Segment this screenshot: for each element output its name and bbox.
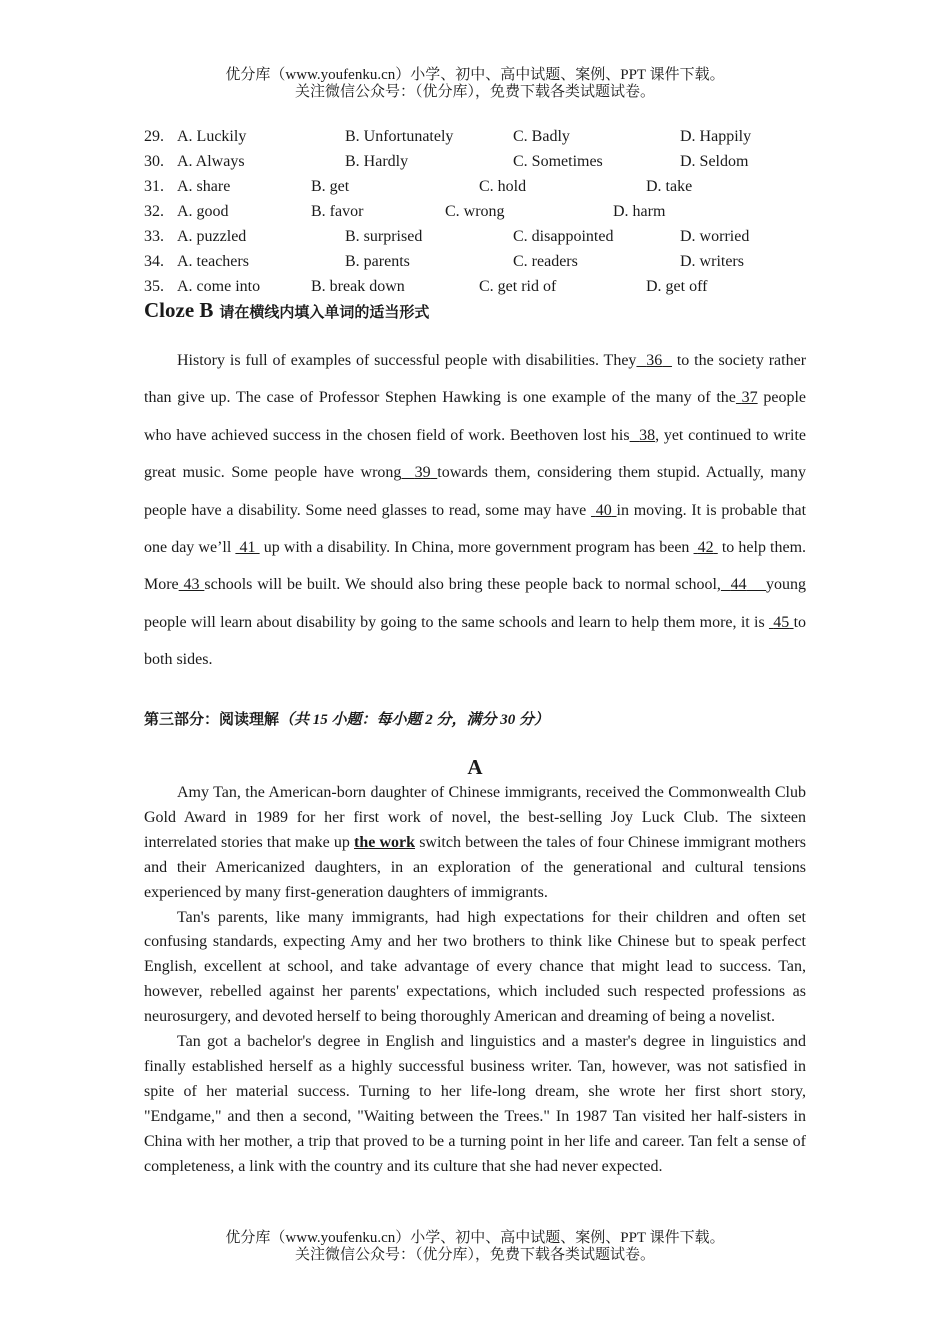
question-number: 35.: [144, 278, 164, 295]
question-number: 29.: [144, 128, 164, 145]
passage-text: young people will learn about disability by going to the same schools and learn to help them more, it is: [144, 576, 807, 631]
option-a: A. Luckily: [177, 128, 247, 145]
option-a: A. puzzled: [177, 228, 247, 245]
passage-text: to both sides.: [144, 613, 807, 669]
blank-43: 43: [183, 576, 200, 594]
blank-42: 42: [697, 539, 714, 557]
option-row: [144, 149, 806, 174]
cloze-b-passage: [144, 342, 806, 679]
option-a: A. good: [177, 203, 229, 220]
paragraph: Tan got a bachelor's degree in English and linguistics and a master's degree in linguistics and finally established herself as a highly successful business writer. Tan, however, was not satisfied in spite of her material success. Turning to her life-long dream, she wrote her first short story, "Endgame," and then a second, "Waiting between the Trees." In 1987 Tan visited her half-sisters in China with her mother, a trip that proved to be a turning point in her life and career. Tan felt a sense of completeness, a link with the country and its culture that she had never expected.: [144, 1033, 806, 1175]
blank-44: 44: [730, 576, 747, 594]
option-c: C. disappointed: [513, 228, 614, 245]
page-footer: [0, 1230, 950, 1264]
option-c: C. Sometimes: [513, 153, 603, 170]
option-row: [144, 124, 806, 149]
header-line-1: 优分库（www.youfenku.cn）小学、初中、高中试题、案例、PPT 课件下载。: [225, 67, 725, 83]
paragraph: Amy Tan, the American-born daughter of Chinese immigrants, received the Commonwealth Club Gold Award in 1989 for her first work of novel, the best-selling Joy Luck Club. The sixteen interrelated stories that make up the work switch between the tales of four Chinese immigrant mothers and their Americanized daughters, in an exploration of the generational and cultural tensions experienced by many first-generation daughters of immigrants.: [144, 784, 807, 901]
option-d: D. take: [646, 178, 693, 195]
passage-text: to the society rather than give up. The case of Professor Stephen Hawking is one example of the many of the: [144, 352, 807, 407]
blank-36: 36: [646, 352, 663, 369]
option-b: B. favor: [311, 203, 364, 220]
passage-text: History is full of examples of successful people with disabilities. They: [177, 352, 637, 369]
option-a: A. teachers: [177, 253, 249, 270]
option-b: B. get: [311, 178, 350, 195]
passage-text: up with a disability. In China, more government program has been: [263, 539, 690, 557]
key-phrase: the work: [354, 833, 416, 851]
section-a-label: A: [467, 755, 483, 779]
option-b: B. Hardly: [345, 153, 409, 170]
option-row: [144, 174, 806, 199]
option-b: B. Unfortunately: [345, 128, 454, 145]
footer-line-2: 关注微信公众号：（优分库），免费下载各类试题试卷。: [294, 1247, 655, 1263]
passage-text: schools will be built. We should also bring these people back to normal school,: [204, 576, 721, 594]
passage-text: towards them, considering them stupid. Actually, many people have a disability. Some need glasses to read, some may have: [144, 464, 807, 519]
option-c: C. wrong: [445, 203, 505, 220]
blank-40: 40: [595, 501, 612, 519]
passage-text: , yet continued to write great music. Some people have wrong: [144, 426, 807, 482]
passage-text: people who have achieved success in the chosen field of work. Beethoven lost his: [144, 389, 806, 444]
multiple-choice-options: [144, 124, 806, 299]
part3-title: 第三部分：阅读理解: [144, 712, 280, 728]
question-number: 34.: [144, 253, 164, 270]
question-number: 32.: [144, 203, 164, 220]
option-c: C. Badly: [513, 128, 570, 145]
option-row: [144, 249, 806, 274]
question-number: 33.: [144, 228, 164, 245]
passage-text: in moving. It is probable that one day we’ll: [144, 501, 807, 557]
cloze-b-title: Cloze B: [144, 298, 214, 322]
option-c: C. readers: [513, 253, 578, 270]
option-d: D. writers: [680, 253, 744, 270]
option-a: A. share: [177, 178, 231, 195]
option-b: B. surprised: [345, 228, 423, 245]
option-b: B. break down: [311, 278, 405, 295]
option-row: [144, 199, 806, 224]
blank-38: 38: [639, 426, 656, 444]
option-d: D. Seldom: [680, 153, 749, 170]
option-d: D. Happily: [680, 128, 752, 145]
blank-41: 41: [239, 539, 256, 557]
option-d: D. get off: [646, 278, 708, 295]
question-number: 30.: [144, 153, 164, 170]
blank-45: 45: [773, 613, 790, 631]
option-c: C. get rid of: [479, 278, 557, 295]
part3-note: （共 15 小题：每小题 2 分，满分 30 分）: [279, 712, 550, 728]
blank-37: 37: [741, 389, 758, 407]
passage-text: to help them. More: [144, 539, 807, 594]
option-a: A. come into: [177, 278, 261, 295]
option-d: D. harm: [613, 203, 666, 220]
part3-heading: [144, 708, 549, 729]
paragraph: Tan's parents, like many immigrants, had high expectations for their children and often set confusing standards, expecting Amy and her two brothers to think like Chinese but to speak perfect English, excellent at school, and take advantage of every chance that might lead to success. Tan, however, rebelled against her parents' expectations, which included such respected professions as neurosurgery, and devoted herself to being thoroughly American and dreaming of being a novelist.: [144, 908, 806, 1026]
cloze-b-heading: [144, 298, 429, 323]
reading-passage-a: [144, 781, 806, 1180]
cloze-b-instruction: 请在横线内填入单词的适当形式: [219, 305, 430, 321]
blank-39: 39: [414, 464, 431, 482]
option-d: D. worried: [680, 228, 750, 245]
footer-line-1: 优分库（www.youfenku.cn）小学、初中、高中试题、案例、PPT 课件下载。: [225, 1230, 725, 1246]
question-number: 31.: [144, 178, 164, 195]
option-c: C. hold: [479, 178, 527, 195]
option-b: B. parents: [345, 253, 410, 270]
option-row: [144, 274, 806, 299]
header-line-2: 关注微信公众号：（优分库），免费下载各类试题试卷。: [294, 84, 655, 100]
option-a: A. Always: [177, 153, 245, 170]
page-header: [0, 67, 950, 101]
option-row: [144, 224, 806, 249]
